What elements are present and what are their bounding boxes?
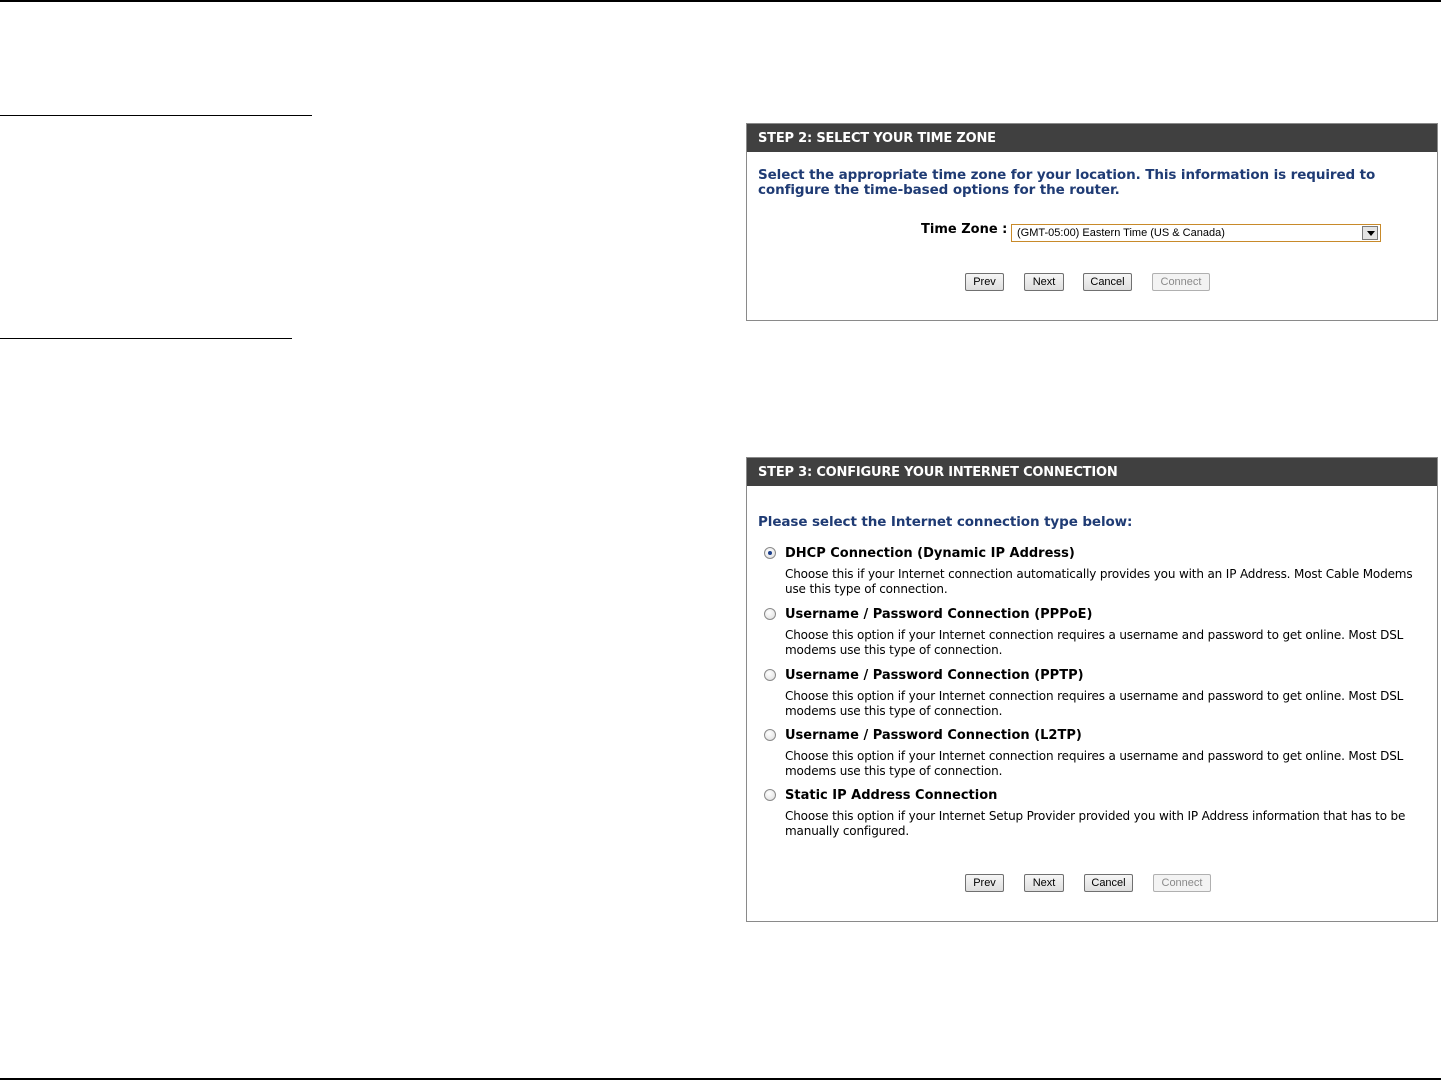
step2-connect-button[interactable]: Connect (1152, 273, 1210, 291)
timezone-select-value: (GMT-05:00) Eastern Time (US & Canada) (1017, 227, 1225, 239)
timezone-select[interactable] (1011, 224, 1381, 242)
step3-header: STEP 3: CONFIGURE YOUR INTERNET CONNECTION (747, 458, 1437, 486)
option-title-static-ip: Static IP Address Connection (785, 788, 998, 803)
connection-type-prompt: Please select the Internet connection type below: (758, 514, 1133, 530)
step2-panel (746, 123, 1438, 321)
option-title-dhcp: DHCP Connection (Dynamic IP Address) (785, 546, 1075, 561)
step2-cancel-button[interactable]: Cancel (1083, 273, 1132, 291)
step3-prev-button[interactable]: Prev (965, 874, 1004, 892)
step3-next-button[interactable]: Next (1024, 874, 1064, 892)
option-title-l2tp: Username / Password Connection (L2TP) (785, 728, 1082, 743)
radio-pppoe[interactable] (764, 608, 776, 620)
option-desc-pppoe: Choose this option if your Internet connection requires a username and password to get online. Most DSL modems use this type of connection. (785, 628, 1404, 657)
step2-next-button[interactable]: Next (1024, 273, 1064, 291)
step3-connect-button[interactable]: Connect (1153, 874, 1211, 892)
option-desc-static-ip: Choose this option if your Internet Setup Provider provided you with IP Address information that has to be manually configured. (785, 809, 1406, 838)
step3-cancel-button[interactable]: Cancel (1084, 874, 1133, 892)
chevron-down-icon[interactable] (1362, 226, 1378, 240)
step2-header: STEP 2: SELECT YOUR TIME ZONE (747, 124, 1437, 152)
section-underline-2 (0, 338, 292, 339)
option-desc-dhcp: Choose this if your Internet connection automatically provides you with an IP Address. Most Cable Modems use this type of connection. (785, 567, 1413, 596)
timezone-label: Time Zone : (921, 222, 1008, 237)
option-title-pppoe: Username / Password Connection (PPPoE) (785, 607, 1093, 622)
option-desc-l2tp: Choose this option if your Internet connection requires a username and password to get online. Most DSL modems use this type of connection. (785, 749, 1404, 778)
radio-dhcp[interactable] (764, 547, 776, 559)
top-rule (0, 0, 1441, 2)
step2-description: Select the appropriate time zone for your location. This information is required to configure the time-based options for the router. (758, 167, 1376, 198)
section-underline-1 (0, 115, 312, 116)
radio-l2tp[interactable] (764, 729, 776, 741)
option-desc-pptp: Choose this option if your Internet connection requires a username and password to get online. Most DSL modems use this type of connection. (785, 689, 1404, 718)
step3-panel (746, 457, 1438, 922)
step2-prev-button[interactable]: Prev (965, 273, 1004, 291)
radio-pptp[interactable] (764, 669, 776, 681)
option-title-pptp: Username / Password Connection (PPTP) (785, 668, 1084, 683)
radio-static-ip[interactable] (764, 789, 776, 801)
bottom-rule (0, 1078, 1441, 1080)
